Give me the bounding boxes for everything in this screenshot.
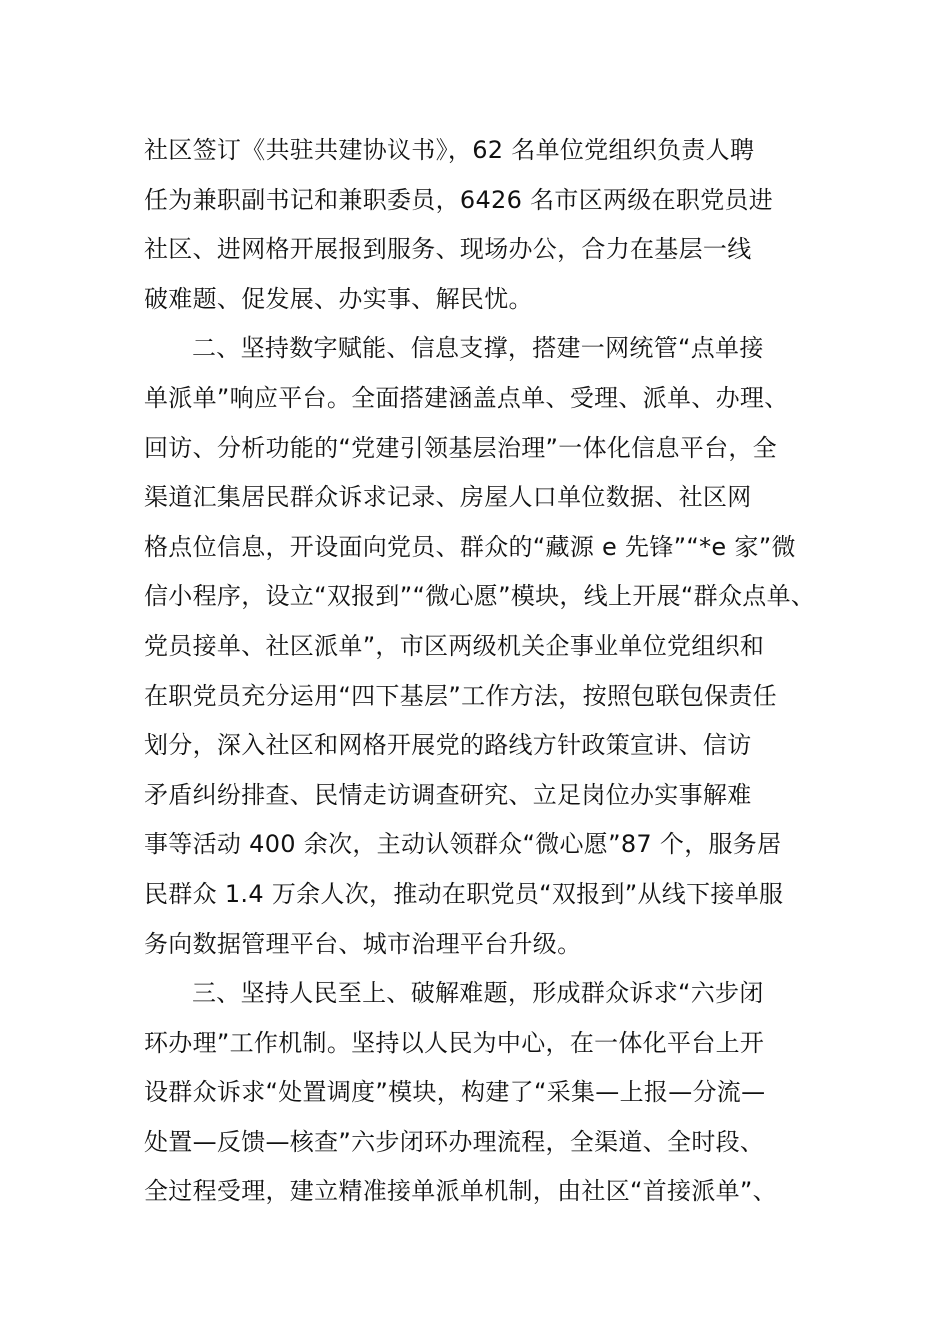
text-line: 划分，深入社区和网格开展党的路线方针政策宣讲、信访 bbox=[144, 731, 752, 760]
paragraph-heading-line: 二、坚持数字赋能、信息支撑，搭建一网统管“点单接 bbox=[192, 334, 764, 363]
text-line: 单派单”响应平台。全面搭建涵盖点单、受理、派单、办理、 bbox=[144, 383, 789, 412]
text-line: 信小程序，设立“双报到”“微心愿”模块，线上开展“群众点单、 bbox=[144, 582, 816, 611]
document-body bbox=[144, 126, 844, 1217]
text-line: 格点位信息，开设面向党员、群众的“藏源 e 先锋”“*e 家”微 bbox=[144, 532, 796, 561]
text-line: 党员接单、社区派单”，市区两级机关企事业单位党组织和 bbox=[144, 631, 765, 660]
text-line: 矛盾纠纷排查、民情走访调查研究、立足岗位办实事解难 bbox=[144, 780, 752, 809]
text-line: 回访、分析功能的“党建引领基层治理”一体化信息平台，全 bbox=[144, 433, 777, 462]
text-line: 处置—反馈—核查”六步闭环办理流程，全渠道、全时段、 bbox=[144, 1127, 765, 1156]
text-line: 环办理”工作机制。坚持以人民为中心，在一体化平台上开 bbox=[144, 1028, 765, 1057]
text-line: 社区、进网格开展报到服务、现场办公，合力在基层一线 bbox=[144, 235, 752, 264]
text-line: 设群众诉求“处置调度”模块，构建了“采集—上报—分流— bbox=[144, 1078, 766, 1107]
text-line: 全过程受理，建立精准接单派单机制，由社区“首接派单”、 bbox=[144, 1177, 777, 1206]
text-line: 任为兼职副书记和兼职委员，6426 名市区两级在职党员进 bbox=[144, 185, 774, 214]
text-line: 渠道汇集居民群众诉求记录、房屋人口单位数据、社区网 bbox=[144, 483, 752, 512]
text-line: 破难题、促发展、办实事、解民忧。 bbox=[144, 284, 533, 313]
text-line: 务向数据管理平台、城市治理平台升级。 bbox=[144, 929, 582, 958]
text-line: 民群众 1.4 万余人次，推动在职党员“双报到”从线下接单服 bbox=[144, 879, 784, 908]
text-line: 社区签订《共驻共建协议书》，62 名单位党组织负责人聘 bbox=[144, 136, 755, 164]
paragraph-heading-line: 三、坚持人民至上、破解难题，形成群众诉求“六步闭 bbox=[192, 979, 764, 1008]
text-line: 事等活动 400 余次，主动认领群众“微心愿”87 个，服务居 bbox=[144, 830, 782, 859]
text-line: 在职党员充分运用“四下基层”工作方法，按照包联包保责任 bbox=[144, 681, 777, 710]
